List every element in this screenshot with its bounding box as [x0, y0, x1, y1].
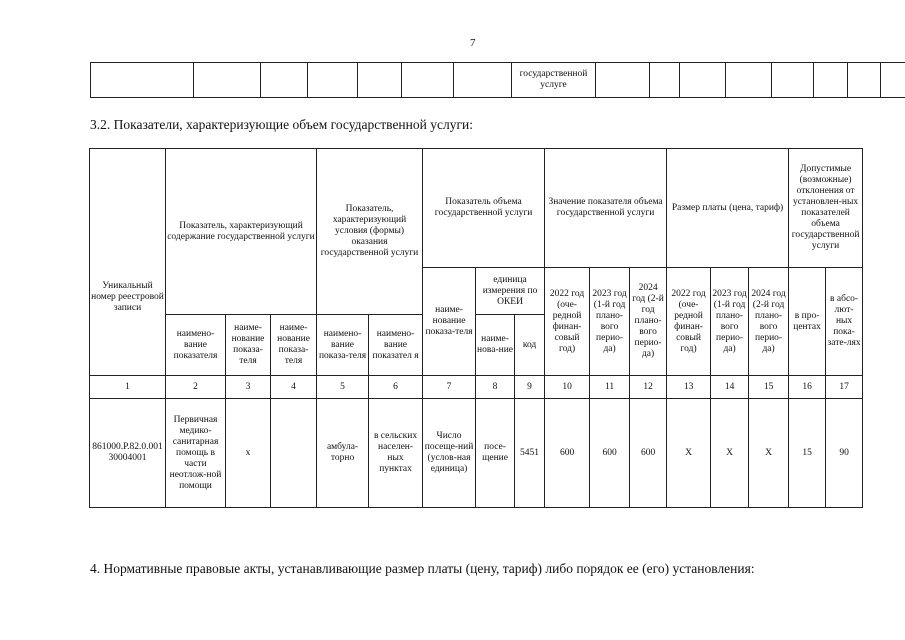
header-cell: в абсо-лют-ных пока-зате-лях: [826, 268, 863, 376]
column-number: 6: [369, 376, 423, 399]
table-cell: посе-щение: [476, 399, 515, 508]
header-cell: в про-центах: [789, 268, 826, 376]
table-cell: [194, 63, 261, 98]
header-cell: 2024 год (2-й год плано-вого перио-да): [630, 268, 667, 376]
column-number: 2: [166, 376, 226, 399]
header-cell-registry-number: Уникальный номер реестровой записи: [90, 149, 166, 376]
header-content-group: Показатель, характеризующий содержание государственной услуги: [166, 149, 317, 315]
top-table-fragment: [90, 62, 905, 98]
column-number: 8: [476, 376, 515, 399]
header-deviation-group: Допустимые (возможные) отклонения от установлен-ных показателей объема государственной услуги: [789, 149, 863, 268]
header-cell: наиме-нование показа-теля: [226, 315, 271, 376]
table-cell: [454, 63, 512, 98]
header-cell: 2023 год (1-й год плано-вого перио-да): [711, 268, 749, 376]
table-cell: Х: [749, 399, 789, 508]
header-cell: код: [515, 315, 545, 376]
table-cell: Первичная медико-санитарная помощь в части неотлож-ной помощи: [166, 399, 226, 508]
header-cell: наимено-вание показател я: [369, 315, 423, 376]
column-number: 10: [545, 376, 590, 399]
column-number-row: [90, 376, 863, 399]
table-cell: [402, 63, 454, 98]
column-number: 13: [667, 376, 711, 399]
table-cell: Х: [667, 399, 711, 508]
table-cell: 600: [545, 399, 590, 508]
table-cell: [650, 63, 680, 98]
table-cell: х: [226, 399, 271, 508]
table-cell: [91, 63, 194, 98]
table-cell: [848, 63, 881, 98]
section-4-heading: 4. Нормативные правовые акты, устанавливающие размер платы (цену, тариф) либо порядок ее (его) установления:: [90, 561, 755, 576]
column-number: 12: [630, 376, 667, 399]
table-cell: 600: [630, 399, 667, 508]
table-cell: 90: [826, 399, 863, 508]
header-cell: наимено-вание показателя: [166, 315, 226, 376]
header-cell: наиме-нова-ние: [476, 315, 515, 376]
table-cell: 15: [789, 399, 826, 508]
header-cell: 2022 год (оче-редной финан-совый год): [667, 268, 711, 376]
page-number: 7: [470, 37, 476, 49]
table-cell: [596, 63, 650, 98]
table-cell: [814, 63, 848, 98]
table-cell: в сельских населен-ных пунктах: [369, 399, 423, 508]
header-cell: 2024 год (2-й год плано-вого перио-да): [749, 268, 789, 376]
column-number: 11: [590, 376, 630, 399]
column-number: 7: [423, 376, 476, 399]
table-cell: [881, 63, 905, 98]
top-table-row: [91, 63, 905, 98]
column-number: 4: [271, 376, 317, 399]
header-unit-group: единица измерения по ОКЕИ: [476, 268, 545, 315]
column-number: 17: [826, 376, 863, 399]
table-cell: [271, 399, 317, 508]
column-number: 3: [226, 376, 271, 399]
header-cell: наимено-вание показа-теля: [317, 315, 369, 376]
table-cell: Число посеще-ний (услов-ная единица): [423, 399, 476, 508]
table-cell: 861000.Р.82.0.00130004001: [90, 399, 166, 508]
header-cell: наиме-нование показа-теля: [423, 268, 476, 376]
header-value-group: Значение показателя объема государственной услуги: [545, 149, 667, 268]
table-cell: государственной услуге: [512, 63, 596, 98]
header-volume-group: Показатель объема государственной услуги: [423, 149, 545, 268]
table-cell: 5451: [515, 399, 545, 508]
table-cell: [726, 63, 772, 98]
section-3-2-heading: 3.2. Показатели, характеризующие объем государственной услуги:: [90, 117, 473, 132]
column-number: 14: [711, 376, 749, 399]
header-fee-group: Размер платы (цена, тариф): [667, 149, 789, 268]
header-cell: наиме-нование показа-теля: [271, 315, 317, 376]
table-cell: 600: [590, 399, 630, 508]
table-cell: амбула-торно: [317, 399, 369, 508]
table-cell: [772, 63, 814, 98]
column-number: 16: [789, 376, 826, 399]
table-row: [90, 399, 863, 508]
column-number: 1: [90, 376, 166, 399]
header-cell: 2023 год (1-й год плано-вого перио-да): [590, 268, 630, 376]
header-conditions-group: Показатель, характеризующий условия (формы) оказания государственной услуги: [317, 149, 423, 315]
table-cell: [261, 63, 308, 98]
header-cell: 2022 год (оче-редной финан-совый год): [545, 268, 590, 376]
column-number: 15: [749, 376, 789, 399]
table-cell: [358, 63, 402, 98]
table-cell: [680, 63, 726, 98]
table-cell: Х: [711, 399, 749, 508]
volume-indicators-table: [89, 148, 863, 508]
table-cell: [308, 63, 358, 98]
column-number: 5: [317, 376, 369, 399]
column-number: 9: [515, 376, 545, 399]
